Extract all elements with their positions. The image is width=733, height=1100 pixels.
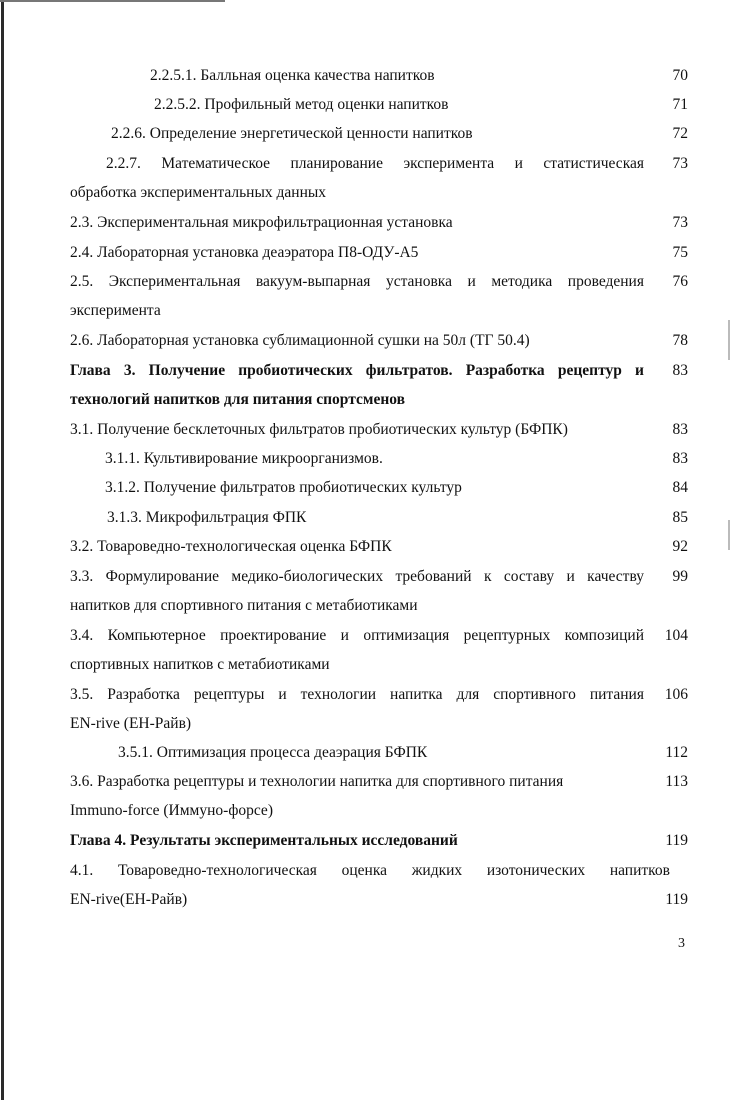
toc-entry-page: 83 <box>672 421 688 438</box>
toc-entry-text: 2.2.7. Математическое планирование эксперимента и статистическая <box>106 155 644 172</box>
toc-entry-text: 2.6. Лабораторная установка сублимационной сушки на 50л (ТГ 50.4) <box>70 332 530 349</box>
toc-entry-text: 3.1. Получение бесклеточных фильтратов пробиотических культур (БФПК) <box>70 421 568 438</box>
toc-entry-page: 84 <box>672 479 688 496</box>
toc-entry-text: 3.5. Разработка рецептуры и технологии напитка для спортивного питания <box>70 686 644 703</box>
toc-entry-text: 3.1.3. Микрофильтрация ФПК <box>107 509 307 526</box>
toc-entry-text: 3.1.2. Получение фильтратов пробиотических культур <box>105 479 462 496</box>
toc-entry-page: 106 <box>664 686 688 703</box>
toc-entry-page: 119 <box>665 832 688 849</box>
toc-entry-continuation: спортивных напитков с метабиотиками <box>70 656 330 673</box>
toc-entry-text: 3.1.1. Культивирование микроорганизмов. <box>105 450 383 467</box>
toc-entry-continuation: обработка экспериментальных данных <box>70 184 327 201</box>
toc-entry-page: 73 <box>672 155 688 172</box>
scan-edge-line <box>1 0 4 1100</box>
toc-entry-text: 3.6. Разработка рецептуры и технологии напитка для спортивного питания <box>70 773 564 790</box>
toc-entry-text: 4.1. Товароведно-технологическая оценка жидких изотонических напитков <box>70 862 670 879</box>
page-number: 3 <box>678 936 685 951</box>
toc-entry-text: 3.3. Формулирование медико-биологических требований к составу и качеству <box>70 568 644 585</box>
toc-entry-page: 83 <box>672 450 688 467</box>
toc-entry-text: 3.5.1. Оптимизация процесса деаэрация БФПК <box>118 744 428 761</box>
toc-entry-page: 92 <box>672 538 688 555</box>
toc-entry-page: 112 <box>665 744 688 761</box>
toc-entry-text: Глава 4. Результаты экспериментальных исследований <box>70 832 458 849</box>
toc-entry-continuation: напитков для спортивного питания с метабиотиками <box>70 597 418 614</box>
toc-entry-continuation: EN-rive (ЕН-Райв) <box>70 715 192 732</box>
scan-top-line <box>0 0 225 2</box>
toc-entry-page: 85 <box>672 509 688 526</box>
toc-entry-page: 113 <box>665 773 688 790</box>
toc-entry-page: 73 <box>672 214 688 231</box>
toc-entry-text: 3.2. Товароведно-технологическая оценка БФПК <box>70 538 392 555</box>
toc-entry-page: 99 <box>672 568 688 585</box>
toc-entry-text: 2.2.5.2. Профильный метод оценки напитков <box>154 96 449 113</box>
toc-entry-text: 2.3. Экспериментальная микрофильтрационная установка <box>70 214 453 231</box>
toc-entry-text: 2.2.6. Определение энергетической ценности напитков <box>111 125 473 142</box>
toc-entry-page: 104 <box>664 627 688 644</box>
toc-entry-page: 71 <box>672 96 688 113</box>
toc-entry-text: 2.4. Лабораторная установка деаэратора П8-ОДУ-А5 <box>70 244 419 261</box>
scan-mark <box>728 320 730 360</box>
toc-entry-text: 2.5. Экспериментальная вакуум-выпарная установка и методика проведения <box>70 273 644 290</box>
toc-entry-text: 3.4. Компьютерное проектирование и оптимизация рецептурных композиций <box>70 627 644 644</box>
toc-entry-continuation: Immuno-force (Иммуно-форсе) <box>70 802 273 819</box>
toc-entry-page: 83 <box>672 362 688 379</box>
toc-entry-text: Глава 3. Получение пробиотических фильтратов. Разработка рецептур и <box>70 362 644 379</box>
toc-entry-page: 75 <box>672 244 688 261</box>
toc-entry-page: 78 <box>672 332 688 349</box>
toc-entry-continuation: EN-rive(ЕН-Райв) <box>70 891 188 908</box>
toc-entry-text: 2.2.5.1. Балльная оценка качества напитков <box>150 67 435 84</box>
toc-entry-page: 72 <box>672 125 688 142</box>
toc-entry-page: 119 <box>665 891 688 908</box>
toc-entry-continuation: эксперимента <box>70 302 161 319</box>
scan-mark <box>728 520 730 550</box>
toc-entry-page: 76 <box>672 273 688 290</box>
toc-entry-continuation: технологий напитков для питания спортсменов <box>70 391 406 408</box>
toc-entry-page: 70 <box>672 67 688 84</box>
